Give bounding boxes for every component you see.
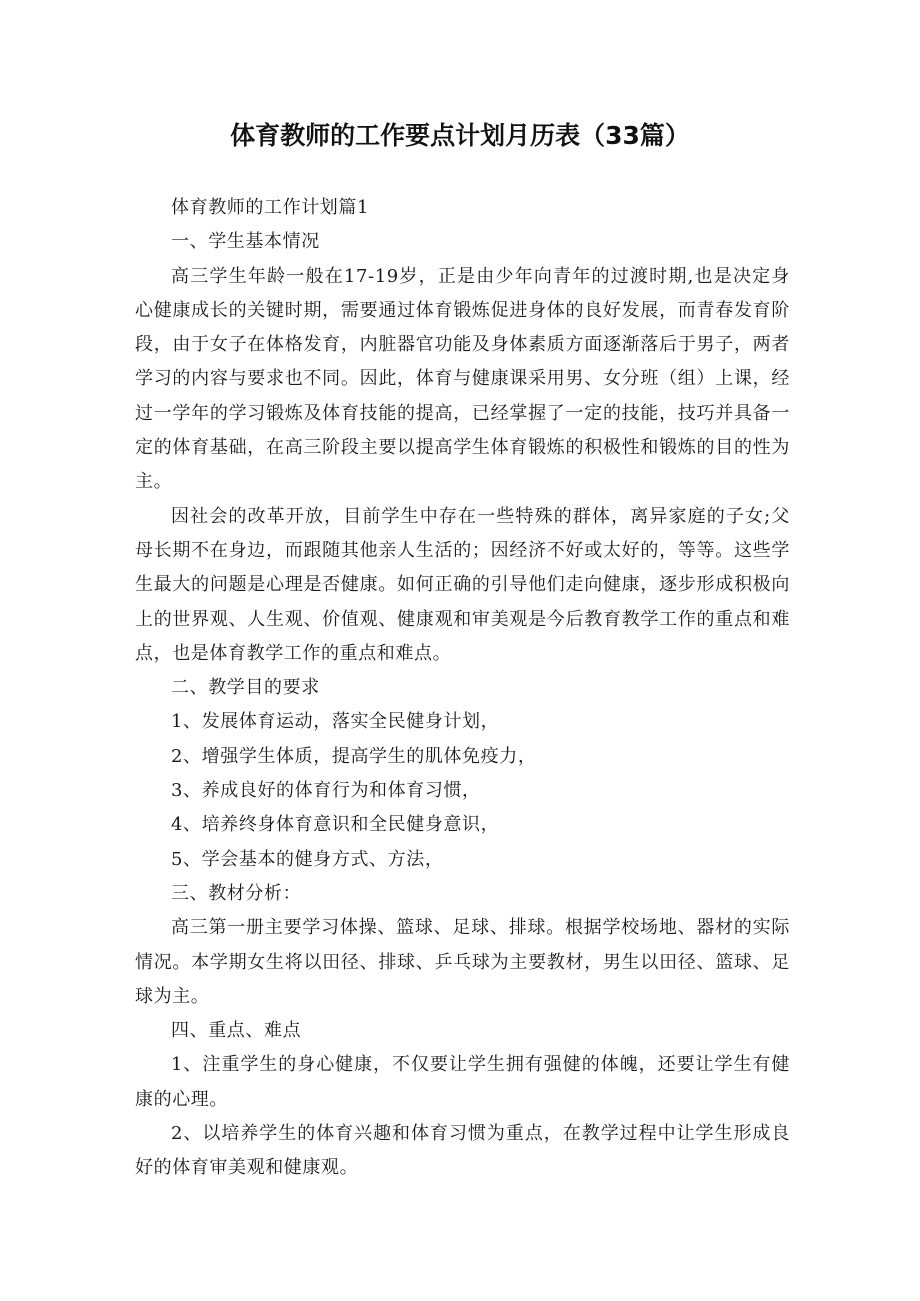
body-paragraph: 因社会的改革开放，目前学生中存在一些特殊的群体，离异家庭的子女;父母长期不在身边，而跟随其他亲人生活的；因经济不好或太好的，等等。这些学生最大的问题是心理是否健康。如何正确的引导他们走向健康，逐步形成积极向上的世界观、人生观、价值观、健康观和审美观是今后教育教学工作的重点和难点，也是体育教学工作的重点和难点。: [135, 505, 790, 664]
body-paragraph: 高三第一册主要学习体操、篮球、足球、排球。根据学校场地、器材的实际情况。本学期女生将以田径、排球、乒乓球为主要教材，男生以田径、篮球、足球为主。: [135, 917, 790, 1007]
subsection-heading: 一、学生基本情况: [171, 231, 320, 253]
list-item: 5、学会基本的健身方式、方法，: [171, 848, 444, 870]
section-heading: 体育教师的工作计划篇1: [171, 197, 370, 218]
list-item: 2、增强学生体质，提高学生的肌体免疫力，: [171, 745, 537, 767]
body-paragraph: 2、以培养学生的体育兴趣和体育习惯为重点，在教学过程中让学生形成良好的体育审美观和健康观。: [135, 1123, 790, 1179]
subsection-heading: 二、教学目的要求: [171, 677, 320, 699]
document-body: [135, 191, 790, 1186]
list-item: 3、养成良好的体育行为和体育习惯，: [171, 780, 481, 802]
list-item: 4、培养终身体育意识和全民健身意识，: [171, 814, 500, 836]
subsection-heading: 三、教材分析：: [171, 882, 302, 904]
list-item: 1、发展体育运动，落实全民健身计划，: [171, 711, 500, 733]
body-paragraph: 高三学生年龄一般在17-19岁，正是由少年向青年的过渡时期,也是决定身心健康成长的关键时期，需要通过体育锻炼促进身体的良好发展，而青春发育阶段，由于女子在体格发育，内脏器官功能及身体素质方面逐渐落后于男子，两者学习的内容与要求也不同。因此，体育与健康课采用男、女分班（组）上课，经过一学年的学习锻炼及体育技能的提高，已经掌握了一定的技能，技巧并具备一定的体育基础，在高三阶段主要以提高学生体育锻炼的积极性和锻炼的目的性为主。: [135, 265, 790, 493]
document-title: 体育教师的工作要点计划月历表（33篇）: [230, 121, 690, 150]
subsection-heading: 四、重点、难点: [171, 1020, 302, 1042]
body-paragraph: 1、注重学生的身心健康，不仅要让学生拥有强健的体魄，还要让学生有健康的心理。: [135, 1054, 790, 1110]
